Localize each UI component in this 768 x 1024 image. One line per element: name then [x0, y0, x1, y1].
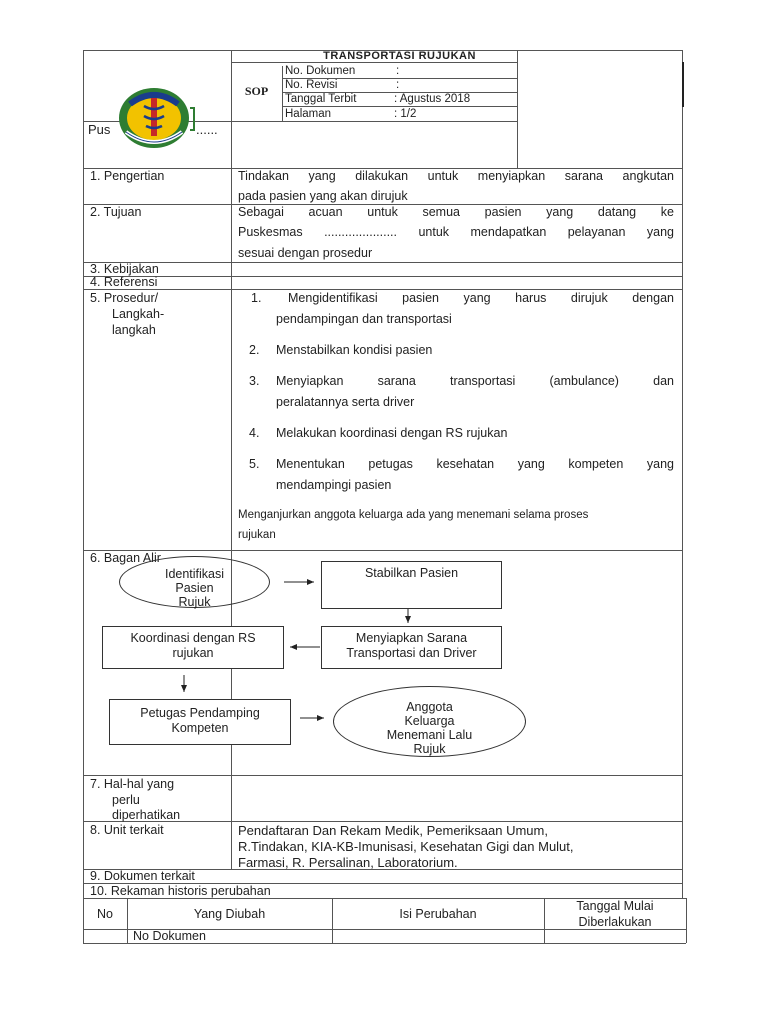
prosedur-note-line-2: rujukan	[238, 529, 276, 541]
tujuan-label: 2. Tujuan	[90, 205, 142, 219]
puskesmas-label: Pus	[88, 122, 111, 137]
flow-node-koordinasi	[102, 626, 284, 669]
step-number: 4.	[249, 426, 260, 440]
prosedur-label-3: langkah	[112, 323, 156, 337]
tujuan-line-2: Puskesmas ..................... untuk mendapatkan pelayanan yang	[238, 225, 674, 239]
flow-node-text: Petugas Pendamping	[140, 706, 260, 720]
step-text: pendampingan dan transportasi	[276, 312, 452, 326]
flow-node-stabilkan	[321, 561, 502, 609]
step-number: 5.	[249, 457, 260, 471]
document-title: TRANSPORTASI RUJUKAN	[323, 50, 476, 62]
meta-label-halaman: Halaman	[285, 108, 332, 120]
step-number: 3.	[249, 374, 260, 388]
prosedur-label-1: 5. Prosedur/	[90, 291, 159, 305]
prosedur-label-2: Langkah-	[112, 307, 165, 321]
flow-node-text: Anggota	[406, 700, 453, 714]
step-text: peralatannya serta driver	[276, 395, 415, 409]
step-text: Melakukan koordinasi dengan RS rujukan	[276, 426, 508, 440]
history-header-yang-diubah: Yang Diubah	[193, 907, 266, 921]
flow-node-identifikasi	[119, 556, 270, 608]
puskesmas-dots: ......	[196, 122, 218, 137]
step-number: 2.	[249, 343, 260, 357]
referensi-label: 4. Referensi	[90, 275, 158, 289]
tujuan-line-3: sesuai dengan prosedur	[238, 246, 373, 260]
history-header-tanggal-1: Tanggal Mulai	[576, 899, 654, 913]
tujuan-line-1: Sebagai acuan untuk semua pasien yang datang ke	[238, 205, 674, 219]
prosedur-note-line-1: Menganjurkan anggota keluarga ada yang menemani selama proses	[238, 509, 589, 521]
step-number: 1.	[251, 291, 262, 305]
history-header-no: No	[97, 907, 113, 921]
pengertian-line-2: pada pasien yang akan dirujuk	[238, 189, 408, 203]
flow-node-text: Pasien	[175, 581, 214, 595]
pengertian-line-1: Tindakan yang dilakukan untuk menyiapkan sarana angkutan	[238, 169, 674, 183]
history-table-bottom	[83, 943, 686, 944]
hal-label-1: 7. Hal-hal yang	[90, 777, 175, 791]
flow-node-text: rujukan	[172, 646, 214, 660]
flow-node-text: Kompeten	[171, 721, 229, 735]
unit-line-1: Pendaftaran Dan Rekam Medik, Pemeriksaan Umum,	[238, 823, 548, 838]
dokumen-label: 9. Dokumen terkait	[90, 869, 195, 883]
flow-node-text: Stabilkan Pasien	[364, 566, 459, 580]
flow-node-text: Menyiapkan Sarana	[355, 631, 468, 645]
flow-node-petugas	[109, 699, 291, 745]
unit-label: 8. Unit terkait	[90, 823, 164, 837]
meta-value-tanggal-terbit: : Agustus 2018	[394, 93, 471, 105]
flow-node-text: Keluarga	[404, 714, 455, 728]
step-text: Mengidentifikasi pasien yang harus dirujuk dengan	[288, 291, 674, 305]
pengertian-label: 1. Pengertian	[90, 169, 165, 183]
step-text: Menstabilkan kondisi pasien	[276, 343, 433, 357]
unit-line-2: R.Tindakan, KIA-KB-Imunisasi, Kesehatan Gigi dan Mulut,	[238, 839, 574, 854]
flow-node-text: Identifikasi	[164, 567, 225, 581]
history-header-isi-perubahan: Isi Perubahan	[399, 907, 477, 921]
unit-line-3: Farmasi, R. Persalinan, Laboratorium.	[238, 855, 458, 870]
step-text: Menyiapkan sarana transportasi (ambulance) dan	[276, 374, 674, 388]
flow-node-text: Koordinasi dengan RS	[130, 631, 256, 645]
step-text: mendampingi pasien	[276, 478, 392, 492]
history-table-col-4	[686, 898, 687, 943]
sop-label: SOP	[244, 84, 269, 98]
flow-node-menyiapkan	[321, 626, 502, 669]
meta-value-no-dokumen: :	[396, 65, 400, 77]
hal-label-3: diperhatikan	[112, 808, 181, 822]
rekaman-label: 10. Rekaman historis perubahan	[90, 884, 271, 898]
meta-label-tanggal-terbit: Tanggal Terbit	[285, 93, 357, 105]
flow-node-text: Rujuk	[178, 595, 211, 609]
history-cell-yang-diubah: No Dokumen	[133, 929, 206, 943]
flow-node-text: Transportasi dan Driver	[346, 646, 477, 660]
kebijakan-label: 3. Kebijakan	[90, 262, 159, 276]
flow-node-text: Rujuk	[413, 742, 446, 756]
bagan-label: 6. Bagan Alir	[90, 551, 161, 565]
meta-value-halaman: : 1/2	[394, 108, 417, 120]
meta-label-no-dokumen: No. Dokumen	[285, 65, 356, 77]
hal-label-2: perlu	[112, 793, 140, 807]
history-header-tanggal-2: Diberlakukan	[578, 915, 652, 929]
meta-label-no-revisi: No. Revisi	[285, 79, 338, 91]
step-text: Menentukan petugas kesehatan yang kompeten yang	[276, 457, 674, 471]
flow-node-text: Menemani Lalu	[386, 728, 473, 742]
meta-value-no-revisi: :	[396, 79, 400, 91]
flow-node-anggota	[333, 686, 526, 757]
